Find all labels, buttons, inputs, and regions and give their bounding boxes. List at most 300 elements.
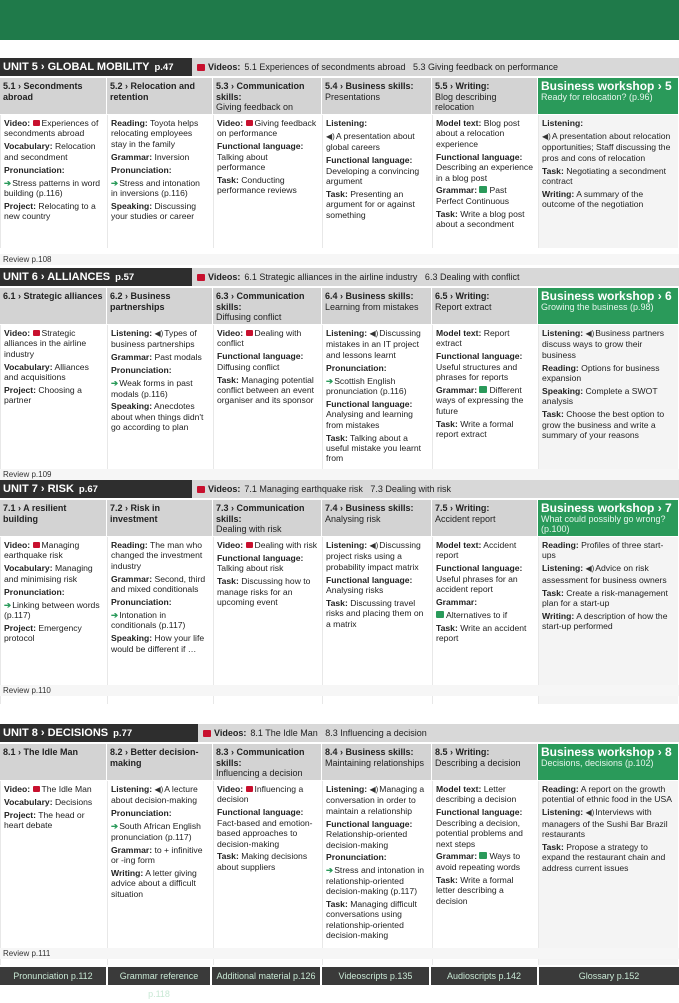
content-item bbox=[111, 574, 209, 595]
content-label: Reading: bbox=[111, 118, 148, 128]
content-item bbox=[542, 118, 675, 128]
content-item bbox=[4, 587, 103, 597]
content-label: Video: bbox=[4, 328, 31, 338]
content-item bbox=[542, 842, 675, 873]
content-text: Alternatives to if bbox=[446, 609, 508, 620]
lesson-title: 7.4 › Business skills: bbox=[325, 503, 414, 513]
content-text: Fact-based and emotion-based approaches to decision-making bbox=[217, 817, 313, 849]
video-icon bbox=[33, 786, 40, 792]
unit-section bbox=[0, 58, 679, 248]
lesson-subtitle: Accident report bbox=[435, 513, 496, 524]
lesson-title: 7.3 › Communication skills: bbox=[216, 503, 305, 524]
footer-link-additional[interactable]: Additional material p.126 bbox=[216, 971, 316, 981]
lesson-content-row bbox=[0, 537, 679, 704]
content-label: Listening: bbox=[326, 118, 368, 128]
content-label: Speaking: bbox=[111, 401, 153, 412]
content-item bbox=[111, 365, 209, 375]
content-text: Relocating to a new country bbox=[4, 200, 96, 222]
content-item bbox=[326, 155, 428, 186]
lesson-title: 8.1 › The Idle Man bbox=[3, 747, 79, 757]
lesson-header[interactable] bbox=[0, 744, 106, 780]
content-item bbox=[542, 363, 675, 384]
lesson-header[interactable] bbox=[107, 744, 212, 780]
footer-link-grammar[interactable]: Grammar reference p.118 bbox=[119, 971, 199, 999]
content-item bbox=[217, 375, 318, 406]
lesson-title: Business workshop › 5 bbox=[541, 79, 672, 93]
unit-page: p.77 bbox=[113, 728, 133, 739]
content-label: Pronunciation: bbox=[111, 808, 172, 819]
lesson-content bbox=[322, 781, 431, 965]
content-text: Analysing risks bbox=[326, 585, 384, 596]
content-item bbox=[542, 386, 675, 407]
lesson-title: 5.1 › Secondments abroad bbox=[3, 81, 83, 102]
content-text: Managing difficult conversations using relationship-oriented decision-making bbox=[326, 899, 417, 941]
lesson-title: 6.1 › Strategic alliances bbox=[3, 291, 103, 301]
content-item bbox=[542, 784, 675, 805]
content-label: Writing: bbox=[542, 610, 575, 621]
grammar-video-icon bbox=[479, 386, 487, 393]
content-label: Functional language: bbox=[436, 351, 523, 362]
content-text: Discussing mistakes in an IT project and lessons learnt bbox=[326, 328, 421, 360]
content-item bbox=[326, 899, 428, 941]
content-label: Task: bbox=[326, 598, 348, 609]
content-label: Task: bbox=[217, 175, 239, 186]
content-label: Grammar: bbox=[436, 597, 478, 608]
content-item bbox=[217, 553, 318, 574]
content-text: Talking about performance bbox=[217, 151, 268, 173]
content-text: Write a blog post about a secondment bbox=[436, 208, 525, 230]
content-text: Presenting an argument for or against something bbox=[326, 188, 415, 220]
content-label: Video: bbox=[4, 118, 31, 128]
content-text: Managing potential conflict between an event organiser and its sponsor bbox=[217, 374, 314, 406]
lesson-title: 6.2 › Business partnerships bbox=[110, 291, 171, 312]
lesson-title: 5.3 › Communication skills: bbox=[216, 81, 305, 102]
content-text: Useful phrases for an accident report bbox=[436, 573, 518, 595]
content-item bbox=[4, 141, 103, 162]
content-text: Blog post about a relocation experience bbox=[436, 118, 520, 149]
lesson-subtitle: Report extract bbox=[435, 301, 492, 312]
lesson-subtitle: Diffusing conflict bbox=[216, 312, 282, 323]
content-item bbox=[217, 807, 318, 849]
lesson-content bbox=[107, 325, 212, 472]
arrow-icon: ➔ bbox=[326, 865, 334, 876]
videos-bar bbox=[192, 268, 679, 286]
content-text: A report on the growth potential of ethnic food in the USA bbox=[542, 784, 672, 805]
video-icon bbox=[33, 330, 40, 336]
lesson-subtitle: Analysing risk bbox=[325, 513, 381, 524]
video-icon bbox=[33, 542, 40, 548]
content-item bbox=[436, 784, 534, 805]
content-label: Pronunciation: bbox=[111, 164, 172, 175]
unit-title-bar bbox=[0, 58, 192, 76]
lesson-title: 6.5 › Writing: bbox=[435, 291, 490, 301]
content-item bbox=[111, 597, 209, 607]
lesson-header[interactable] bbox=[107, 78, 212, 114]
content-item bbox=[436, 209, 534, 230]
lesson-header[interactable] bbox=[0, 288, 106, 324]
content-item bbox=[542, 166, 675, 187]
content-item bbox=[326, 784, 428, 816]
lesson-header-row bbox=[0, 744, 679, 780]
content-label: Writing: bbox=[542, 188, 575, 199]
videos-bar bbox=[192, 480, 679, 498]
content-label: Grammar: bbox=[436, 385, 478, 396]
business-workshop-header[interactable] bbox=[538, 500, 678, 536]
lesson-header[interactable] bbox=[432, 500, 537, 536]
content-label: Speaking: bbox=[111, 633, 153, 644]
content-item bbox=[542, 611, 675, 632]
content-text: Analysing and learning from mistakes bbox=[326, 409, 413, 430]
lesson-header-row bbox=[0, 78, 679, 114]
lesson-title: Business workshop › 6 bbox=[541, 289, 672, 303]
content-text: Discussing travel risks and placing them on a matrix bbox=[326, 598, 424, 629]
content-label: Vocabulary: bbox=[4, 563, 53, 574]
content-text: The Idle Man bbox=[41, 784, 92, 794]
content-label: Functional language: bbox=[217, 141, 304, 152]
videos-bar bbox=[198, 724, 679, 742]
content-label: Model text: bbox=[436, 118, 482, 128]
content-label: Reading: bbox=[542, 362, 579, 373]
content-item bbox=[326, 575, 428, 596]
audio-icon: ◀) bbox=[326, 131, 335, 141]
content-item bbox=[4, 362, 103, 383]
content-text: Anecdotes about when things didn't go according to plan bbox=[111, 401, 204, 433]
content-item bbox=[4, 385, 103, 406]
content-label: Listening: bbox=[111, 784, 153, 794]
content-label: Task: bbox=[217, 576, 239, 587]
content-item bbox=[326, 328, 428, 360]
lesson-header-row bbox=[0, 288, 679, 324]
content-label: Functional language: bbox=[217, 552, 304, 563]
content-text: Interviews with managers of the Sushi Bar Brazil restaurants bbox=[542, 807, 668, 840]
content-label: Listening: bbox=[326, 540, 368, 550]
content-label: Functional language: bbox=[436, 151, 523, 162]
content-label: Functional language: bbox=[436, 563, 523, 574]
content-item bbox=[217, 141, 318, 172]
content-text: Scottish English pronunciation (p.116) bbox=[326, 375, 407, 397]
lesson-subtitle: Learning from mistakes bbox=[325, 301, 419, 312]
content-label: Listening: bbox=[542, 563, 584, 574]
content-item bbox=[4, 328, 103, 359]
lesson-header[interactable] bbox=[0, 500, 106, 536]
review-link[interactable]: Review p.109 bbox=[0, 469, 679, 480]
content-label: Reading: bbox=[111, 540, 148, 550]
lesson-header[interactable] bbox=[322, 500, 431, 536]
content-item bbox=[436, 563, 534, 594]
videos-label: Videos: bbox=[208, 272, 241, 282]
content-text: Write an accident report bbox=[436, 622, 527, 644]
lesson-content bbox=[107, 115, 212, 248]
content-text: Negotiating a secondment contract bbox=[542, 165, 667, 187]
lesson-header[interactable] bbox=[213, 288, 321, 324]
lesson-subtitle: What could possibly go wrong? (p.100) bbox=[541, 513, 666, 535]
content-item bbox=[111, 808, 209, 818]
content-label: Functional language: bbox=[326, 818, 413, 829]
content-label: Listening: bbox=[326, 328, 368, 338]
review-link[interactable]: Review p.111 bbox=[0, 948, 679, 959]
content-text: A description of how the start-up performed bbox=[542, 610, 668, 632]
lesson-header[interactable] bbox=[432, 288, 537, 324]
lesson-subtitle: Growing the business (p.98) bbox=[541, 301, 654, 312]
content-item bbox=[326, 189, 428, 220]
content-item bbox=[111, 821, 209, 842]
video-icon bbox=[246, 120, 253, 126]
content-text: Dealing with conflict bbox=[217, 328, 302, 349]
content-text: Complete a SWOT analysis bbox=[542, 386, 658, 407]
unit-page: p.57 bbox=[115, 272, 135, 283]
grammar-video-icon bbox=[479, 186, 487, 193]
lesson-title: 5.2 › Relocation and retention bbox=[110, 81, 196, 102]
audio-icon: ◀) bbox=[542, 131, 551, 141]
lesson-content bbox=[0, 781, 106, 965]
content-text: Second, third and mixed conditionals bbox=[111, 573, 206, 595]
content-item bbox=[4, 165, 103, 175]
videos-list: 5.1 Experiences of secondments abroad 5.3 Giving feedback on performance bbox=[244, 62, 559, 72]
lesson-header[interactable] bbox=[213, 78, 321, 114]
unit-title-bar bbox=[0, 268, 192, 286]
content-item bbox=[111, 540, 209, 571]
video-icon bbox=[33, 120, 40, 126]
content-text: Past modals bbox=[154, 352, 202, 363]
review-link[interactable]: Review p.108 bbox=[0, 254, 679, 265]
footer-link-videoscripts[interactable]: Videoscripts p.135 bbox=[338, 971, 413, 981]
lesson-header[interactable] bbox=[432, 744, 537, 780]
content-label: Grammar: bbox=[111, 573, 153, 584]
content-item bbox=[436, 385, 534, 416]
lesson-subtitle: Ready for relocation? (p.96) bbox=[541, 91, 653, 102]
videos-list: 8.1 The Idle Man 8.3 Influencing a decision bbox=[250, 728, 427, 738]
content-item bbox=[436, 807, 534, 849]
content-text: Conducting performance reviews bbox=[217, 175, 297, 196]
content-label: Video: bbox=[217, 118, 244, 128]
content-item bbox=[111, 328, 209, 350]
lesson-content bbox=[0, 115, 106, 248]
content-label: Model text: bbox=[436, 784, 482, 794]
content-label: Functional language: bbox=[217, 807, 304, 818]
lesson-header[interactable] bbox=[213, 744, 321, 780]
lesson-title: 8.2 › Better decision-making bbox=[110, 747, 199, 768]
lesson-subtitle: Blog describing relocation bbox=[435, 91, 497, 113]
lesson-title: 7.1 › A resilient building bbox=[3, 503, 67, 524]
lesson-content bbox=[107, 781, 212, 965]
content-label: Task: bbox=[542, 409, 564, 420]
lesson-subtitle: Maintaining relationships bbox=[325, 757, 425, 768]
unit-header bbox=[0, 480, 679, 498]
content-label: Writing: bbox=[111, 867, 144, 878]
audio-icon: ◀) bbox=[154, 329, 164, 338]
content-label: Task: bbox=[436, 622, 458, 633]
content-text: Accident report bbox=[436, 540, 517, 561]
content-text: Describing a decision, potential problems and next steps bbox=[436, 817, 523, 849]
content-text: Report extract bbox=[436, 328, 510, 349]
audio-icon: ◀) bbox=[585, 808, 595, 818]
footer-link-glossary[interactable]: Glossary p.152 bbox=[578, 971, 640, 981]
content-text: Making decisions about suppliers bbox=[217, 851, 308, 872]
content-text: Business partners discuss ways to grow their business bbox=[542, 328, 665, 360]
unit-header bbox=[0, 724, 679, 742]
content-text: How your life would be different if … bbox=[111, 633, 205, 654]
content-label: Listening: bbox=[111, 328, 153, 338]
review-link[interactable]: Review p.110 bbox=[0, 685, 679, 696]
content-item bbox=[436, 328, 534, 349]
content-text: Types of business partnerships bbox=[111, 328, 197, 350]
content-text: Propose a strategy to expand the restaurant chain and address current issues bbox=[542, 842, 666, 873]
lesson-content bbox=[213, 537, 321, 704]
lesson-content bbox=[538, 781, 678, 965]
content-item bbox=[217, 351, 318, 372]
content-text: Discussing your studies or career bbox=[111, 200, 197, 222]
content-item bbox=[111, 178, 209, 199]
content-text: Letter describing a decision bbox=[436, 784, 517, 805]
content-label: Functional language: bbox=[326, 398, 413, 409]
content-text: Advice on risk assessment for business owners bbox=[542, 563, 667, 585]
content-label: Task: bbox=[542, 587, 564, 598]
content-text: to + infinitive or -ing form bbox=[111, 844, 203, 865]
lesson-header[interactable] bbox=[0, 78, 106, 114]
content-text: The head or heart debate bbox=[4, 809, 85, 831]
content-item bbox=[111, 610, 209, 631]
content-item bbox=[111, 165, 209, 175]
content-label: Project: bbox=[4, 809, 36, 820]
content-item bbox=[436, 351, 534, 382]
content-item bbox=[436, 118, 534, 149]
content-label: Video: bbox=[217, 328, 244, 338]
content-label: Pronunciation: bbox=[326, 362, 387, 373]
content-item bbox=[4, 797, 103, 807]
content-label: Functional language: bbox=[326, 155, 413, 166]
audio-icon: ◀) bbox=[369, 785, 379, 794]
content-item bbox=[111, 152, 209, 162]
content-item bbox=[326, 598, 428, 629]
content-label: Model text: bbox=[436, 540, 482, 550]
lesson-content-row bbox=[0, 115, 679, 248]
content-text: Stress and intonation in inversions (p.116) bbox=[111, 177, 200, 198]
content-label: Pronunciation: bbox=[111, 597, 172, 608]
content-item bbox=[542, 409, 675, 440]
content-item bbox=[436, 875, 534, 906]
content-item bbox=[4, 178, 103, 199]
lesson-title: 7.2 › Risk in investment bbox=[110, 503, 161, 524]
lesson-header[interactable] bbox=[213, 500, 321, 536]
content-item bbox=[111, 633, 209, 654]
business-workshop-header[interactable] bbox=[538, 78, 678, 114]
content-item bbox=[542, 540, 675, 561]
lesson-content bbox=[213, 781, 321, 965]
lesson-content bbox=[322, 325, 431, 472]
lesson-title: 8.3 › Communication skills: bbox=[216, 747, 305, 768]
audio-icon: ◀) bbox=[154, 785, 164, 794]
content-item bbox=[542, 807, 675, 839]
lesson-title: 5.5 › Writing: bbox=[435, 81, 490, 91]
lesson-subtitle: Influencing a decision bbox=[216, 768, 303, 779]
content-text: Developing a convincing argument bbox=[326, 165, 420, 187]
content-label: Functional language: bbox=[326, 574, 413, 585]
unit-page: p.47 bbox=[154, 62, 174, 73]
content-label: Vocabulary: bbox=[4, 361, 53, 372]
content-text: Weak forms in past modals (p.116) bbox=[111, 378, 193, 399]
content-label: Grammar: bbox=[436, 185, 478, 196]
lesson-subtitle: Giving feedback on bbox=[216, 102, 294, 113]
videos-list: 6.1 Strategic alliances in the airline industry 6.3 Dealing with conflict bbox=[244, 272, 520, 282]
content-label: Task: bbox=[326, 899, 348, 910]
content-item bbox=[4, 201, 103, 222]
content-item bbox=[326, 131, 428, 153]
business-workshop-header[interactable] bbox=[538, 288, 678, 324]
content-text: Influencing a decision bbox=[217, 784, 304, 805]
video-icon bbox=[197, 486, 205, 493]
lesson-content bbox=[322, 537, 431, 704]
content-text: Stress and intonation in relationship-oriented decision-making (p.117) bbox=[326, 865, 425, 897]
content-label: Task: bbox=[542, 165, 564, 176]
videos-label: Videos: bbox=[208, 62, 241, 72]
footer-link-audioscripts[interactable]: Audioscripts p.142 bbox=[446, 971, 522, 981]
lesson-header[interactable] bbox=[107, 288, 212, 324]
video-icon bbox=[246, 542, 253, 548]
content-text: Different ways of expressing the future bbox=[436, 385, 524, 416]
content-item bbox=[217, 540, 318, 550]
lesson-header[interactable] bbox=[322, 288, 431, 324]
lesson-header[interactable] bbox=[107, 500, 212, 536]
content-text: Profiles of three start-ups bbox=[542, 540, 664, 561]
content-text: Linking between words (p.117) bbox=[4, 599, 100, 620]
content-item bbox=[326, 540, 428, 572]
content-item bbox=[111, 868, 209, 899]
content-label: Functional language: bbox=[217, 351, 304, 362]
lesson-header[interactable] bbox=[322, 744, 431, 780]
content-text: Write a formal report extract bbox=[436, 418, 514, 440]
content-item bbox=[217, 175, 318, 196]
lesson-title: 8.5 › Writing: bbox=[435, 747, 490, 757]
content-item bbox=[542, 189, 675, 210]
content-item bbox=[542, 563, 675, 585]
content-label: Task: bbox=[436, 208, 458, 219]
business-workshop-header[interactable] bbox=[538, 744, 678, 780]
content-item bbox=[4, 784, 103, 794]
content-item bbox=[217, 784, 318, 805]
content-text: Toyota helps relocating employees stay in the family bbox=[111, 118, 199, 149]
content-text: Experiences of secondments abroad bbox=[4, 118, 99, 139]
lesson-header[interactable] bbox=[322, 78, 431, 114]
content-label: Project: bbox=[4, 200, 36, 211]
audio-icon: ◀) bbox=[585, 564, 595, 574]
content-item bbox=[111, 845, 209, 866]
content-label: Video: bbox=[217, 784, 244, 794]
videos-list: 7.1 Managing earthquake risk 7.3 Dealing with risk bbox=[244, 484, 451, 494]
content-label: Task: bbox=[542, 842, 564, 853]
content-item bbox=[436, 623, 534, 644]
content-item bbox=[542, 328, 675, 360]
content-text: Choosing a partner bbox=[4, 385, 82, 406]
videos-label: Videos: bbox=[214, 728, 247, 738]
content-text: Strategic alliances in the airline industry bbox=[4, 328, 87, 359]
content-item bbox=[111, 784, 209, 806]
content-item bbox=[436, 152, 534, 183]
unit-title-bar bbox=[0, 480, 192, 498]
content-item bbox=[4, 623, 103, 644]
content-label: Vocabulary: bbox=[4, 141, 53, 152]
content-item bbox=[111, 118, 209, 149]
footer-link-pronunciation[interactable]: Pronunciation p.112 bbox=[13, 971, 93, 981]
lesson-header[interactable] bbox=[432, 78, 537, 114]
content-label: Grammar: bbox=[111, 151, 153, 162]
content-text: Dealing with risk bbox=[254, 540, 318, 550]
lesson-title: 8.4 › Business skills: bbox=[325, 747, 414, 757]
arrow-icon: ➔ bbox=[4, 599, 12, 610]
lesson-content bbox=[538, 325, 678, 472]
content-label: Video: bbox=[217, 540, 244, 550]
unit-section bbox=[0, 268, 679, 472]
content-text: Inversion bbox=[154, 151, 190, 162]
